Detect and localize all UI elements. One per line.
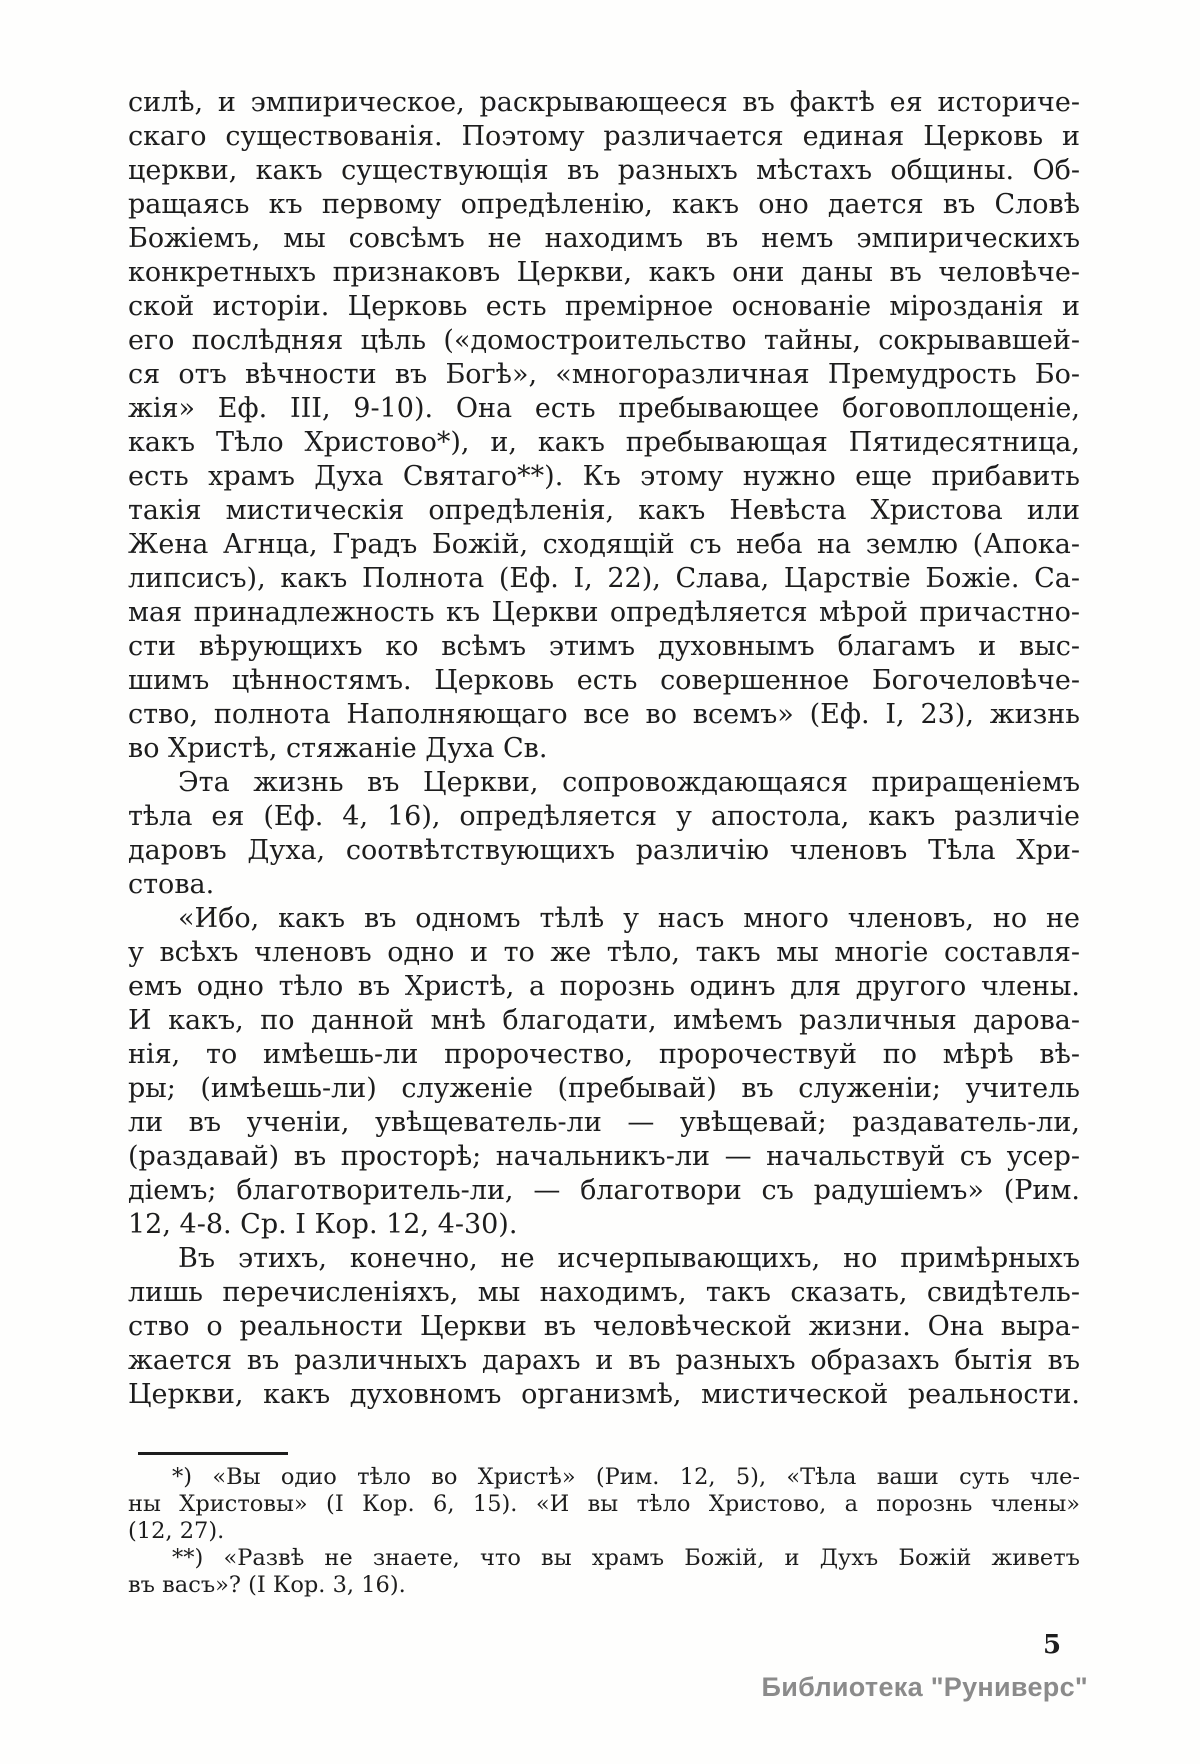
text-line: скаго существованія. Поэтому различается единая Церковь и xyxy=(128,121,1080,152)
text-line: ли въ ученіи, увѣщеватель-ли — увѣщевай; раздаватель-ли, xyxy=(128,1107,1080,1138)
text-line: у всѣхъ членовъ одно и то же тѣло, такъ мы многіе составля- xyxy=(128,937,1080,968)
text-line: сти вѣрующихъ ко всѣмъ этимъ духовнымъ благамъ и выс- xyxy=(128,631,1080,662)
text-line: стова. xyxy=(128,869,215,900)
text-line: 12, 4-8. Ср. I Кор. 12, 4-30). xyxy=(128,1209,518,1240)
text-line: ращаясь къ первому опредѣленію, какъ оно дается въ Словѣ xyxy=(128,189,1080,220)
page-number: 5 xyxy=(1042,1630,1062,1660)
text-line: его послѣдняя цѣль («домостроительство тайны, сокрывавшей- xyxy=(128,325,1080,356)
text-line: жается въ различныхъ дарахъ и въ разныхъ образахъ бытія въ xyxy=(128,1345,1080,1376)
text-line: лишь перечисленіяхъ, мы находимъ, такъ сказать, свидѣтель- xyxy=(128,1277,1080,1308)
body-text xyxy=(128,86,1080,1412)
text-line: липсисъ), какъ Полнота (Еф. I, 22), Слава, Царствіе Божіе. Са- xyxy=(128,563,1080,594)
footnotes xyxy=(128,1464,1080,1599)
text-line: діемъ; благотворитель-ли, — благотвори съ радушіемъ» (Рим. xyxy=(128,1175,1080,1206)
text-line: шимъ цѣнностямъ. Церковь есть совершенное Богочеловѣче- xyxy=(128,665,1080,696)
text-line: Божіемъ, мы совсѣмъ не находимъ въ немъ эмпирическихъ xyxy=(128,223,1080,254)
text-line: И какъ, по данной мнѣ благодати, имѣемъ различныя дарова- xyxy=(128,1005,1080,1036)
text-line: «Ибо, какъ въ одномъ тѣлѣ у насъ много членовъ, но не xyxy=(178,903,1080,934)
text-line: Въ этихъ, конечно, не исчерпывающихъ, но примѣрныхъ xyxy=(178,1243,1080,1274)
text-line: такія мистическія опредѣленія, какъ Невѣста Христова или xyxy=(128,495,1080,526)
text-line: **) «Развѣ не знаете, что вы храмъ Божій, и Духъ Божій живетъ xyxy=(172,1545,1080,1571)
text-line: есть храмъ Духа Святаго**). Къ этому нужно еще прибавить xyxy=(128,461,1080,492)
text-line: церкви, какъ существующія въ разныхъ мѣстахъ общины. Об- xyxy=(128,155,1080,186)
text-line: ство, полнота Наполняющаго все во всемъ» (Еф. I, 23), жизнь xyxy=(128,699,1080,730)
text-line: силѣ, и эмпирическое, раскрывающееся въ фактѣ ея историче- xyxy=(128,87,1080,118)
text-line: въ васъ»? (I Кор. 3, 16). xyxy=(128,1572,406,1598)
text-line: ской исторіи. Церковь есть премірное основаніе мірозданія и xyxy=(128,291,1080,322)
text-line: жія» Еф. III, 9-10). Она есть пребывающее боговоплощеніе, xyxy=(128,393,1080,424)
text-line: (раздавай) въ просторѣ; начальникъ-ли — начальствуй съ усер- xyxy=(128,1141,1080,1172)
text-line: какъ Тѣло Христово*), и, какъ пребывающая Пятидесятница, xyxy=(128,427,1080,458)
text-line: ны Христовы» (I Кор. 6, 15). «И вы тѣло Христово, а порознь члены» xyxy=(128,1491,1080,1517)
text-line: ры; (имѣешь-ли) служеніе (пребывай) въ служеніи; учитель xyxy=(128,1073,1080,1104)
text-line: Жена Агнца, Градъ Божій, сходящій съ неба на землю (Апока- xyxy=(128,529,1080,560)
text-line: даровъ Духа, соотвѣтствующихъ различію членовъ Тѣла Хри- xyxy=(128,835,1080,866)
text-line: *) «Вы одио тѣло во Христѣ» (Рим. 12, 5), «Тѣла ваши суть чле- xyxy=(172,1464,1080,1490)
text-line: Эта жизнь въ Церкви, сопровождающаяся приращеніемъ xyxy=(178,767,1080,798)
text-line: тѣла ея (Еф. 4, 16), опредѣляется у апостола, какъ различіе xyxy=(128,801,1080,832)
text-line: ство о реальности Церкви въ человѣческой жизни. Она выра- xyxy=(128,1311,1080,1342)
text-line: ся отъ вѣчности въ Богѣ», «многоразличная Премудрость Бо- xyxy=(128,359,1080,390)
text-line: мая принадлежность къ Церкви опредѣляется мѣрой причастно- xyxy=(128,597,1080,628)
text-line: (12, 27). xyxy=(128,1518,225,1544)
text-line: нія, то имѣешь-ли пророчество, пророчествуй по мѣрѣ вѣ- xyxy=(128,1039,1080,1070)
text-line: Церкви, какъ духовномъ организмѣ, мистической реальности. xyxy=(128,1379,1080,1410)
text-line: конкретныхъ признаковъ Церкви, какъ они даны въ человѣче- xyxy=(128,257,1080,288)
text-line: емъ одно тѣло въ Христѣ, а порознь одинъ для другого члены. xyxy=(128,971,1080,1002)
footnote-divider xyxy=(138,1452,288,1455)
watermark: Библиотека "Руниверс" xyxy=(761,1672,1088,1702)
text-line: во Христѣ, стяжаніе Духа Св. xyxy=(128,733,548,764)
